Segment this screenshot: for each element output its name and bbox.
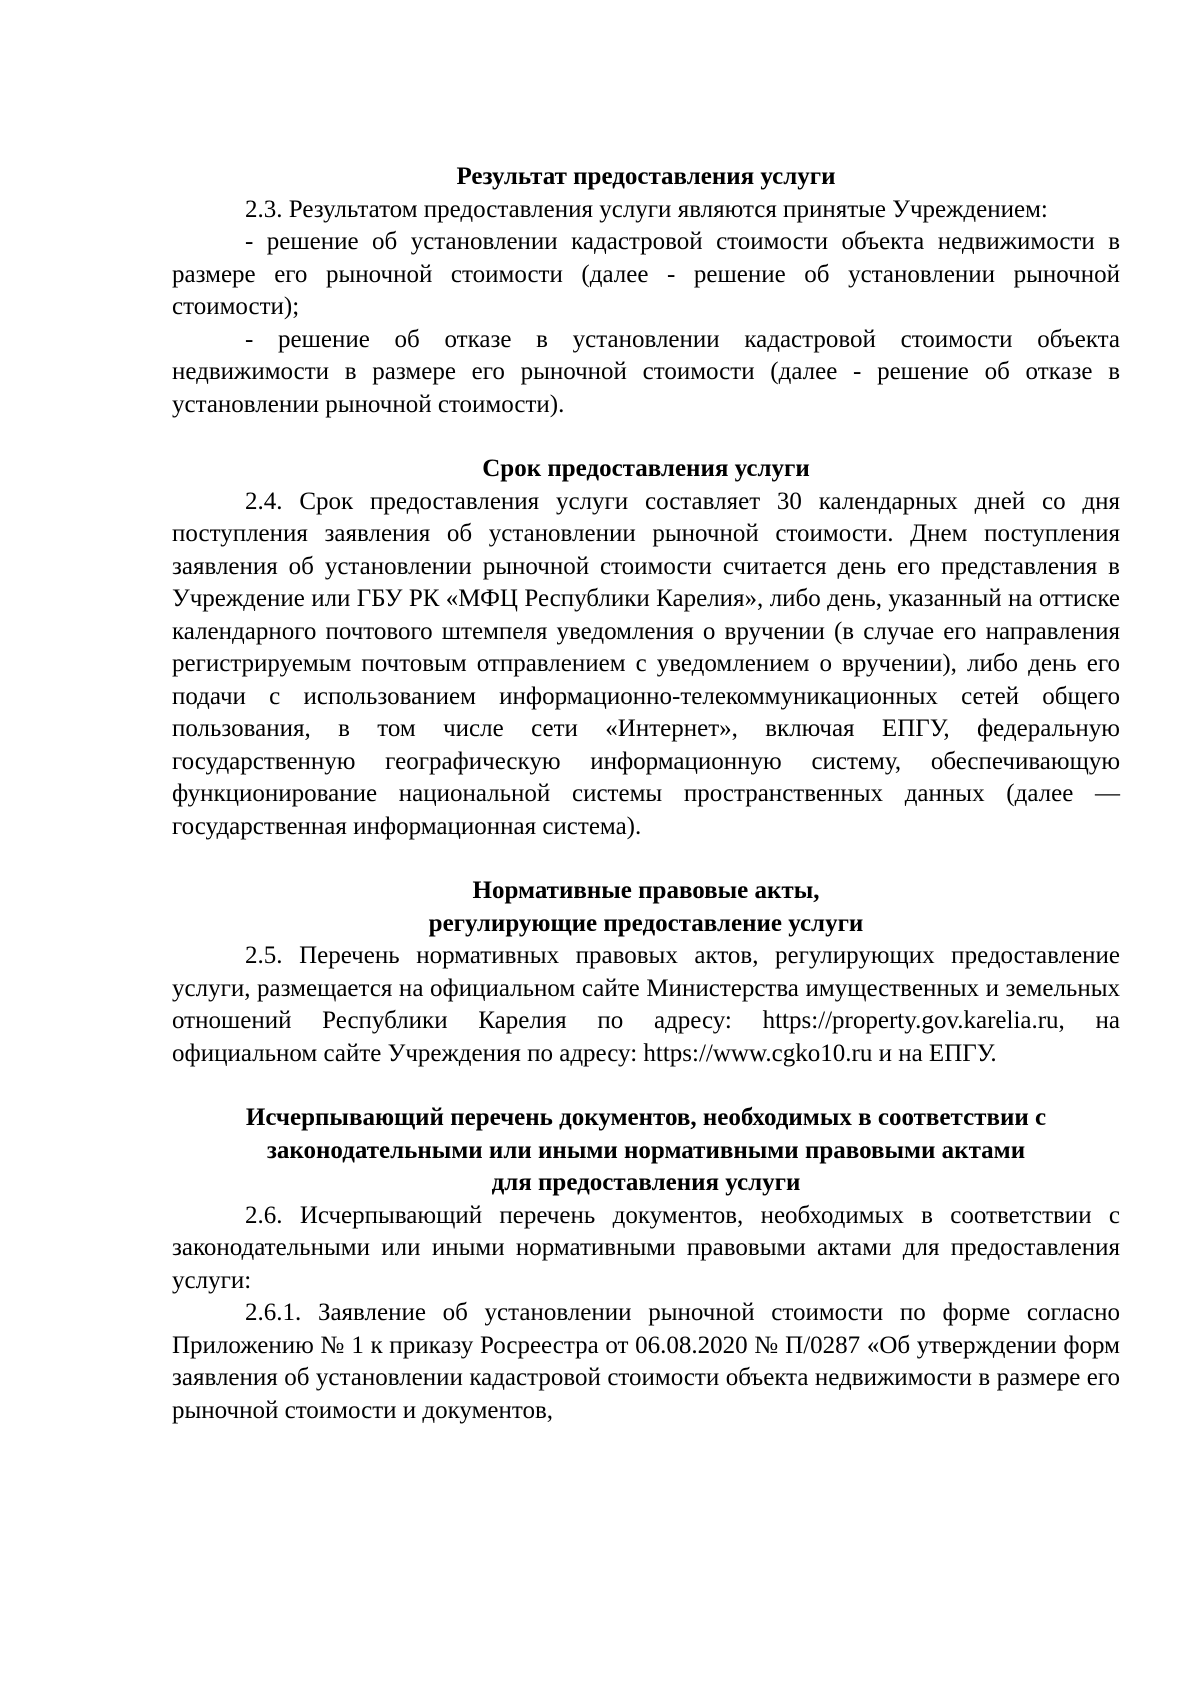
paragraph-2-6: 2.6. Исчерпывающий перечень документов, необходимых в соответствии с законодательными или иными нормативными правовыми актами для предоставления услуги:	[172, 1201, 1120, 1294]
section-result	[172, 161, 1120, 421]
paragraph-2-4: 2.4. Срок предоставления услуги составляет 30 календарных дней со дня поступления заявления об установлении рыночной стоимости. Днем поступления заявления об установлении рыночной стоимости считается день его представления в Учреждение или ГБУ РК «МФЦ Республики Карелия», либо день, указанный на оттиске календарного почтового штемпеля уведомления о вручении (в случае его направления регистрируемым почтовым отправлением с уведомлением о вручении), либо день его подачи с использованием информационно-телекоммуникационных сетей общего пользования, в том числе сети «Интернет», включая ЕПГУ, федеральную государственную географическую информационную систему, обеспечивающую функционирование национальной системы пространственных данных (далее — государственная информационная система).	[172, 487, 1120, 840]
paragraph-2-3: 2.3. Результатом предоставления услуги являются принятые Учреждением:	[245, 195, 1048, 223]
section-legal-acts	[172, 875, 1120, 1070]
section-heading-line: для предоставления услуги	[491, 1169, 801, 1196]
paragraph-2-6-1: 2.6.1. Заявление об установлении рыночной стоимости по форме согласно Приложению № 1 к приказу Росреестра от 06.08.2020 № П/0287 «Об утверждении форм заявления об установлении кадастровой стоимости объекта недвижимости в размере его рыночной стоимости и документов,	[172, 1299, 1120, 1424]
section-heading-line: регулирующие предоставление услуги	[428, 909, 864, 937]
section-gap	[172, 421, 1120, 453]
section-term	[172, 453, 1120, 843]
document-page	[172, 161, 1120, 1427]
section-heading: Срок предоставления услуги	[482, 455, 810, 482]
paragraph-decision-refuse: - решение об отказе в установлении кадастровой стоимости объекта недвижимости в размере его рыночной стоимости (далее - решение об отказе в установлении рыночной стоимости).	[172, 325, 1120, 418]
section-heading-line: Нормативные правовые акты,	[472, 877, 820, 904]
section-heading: Результат предоставления услуги	[456, 163, 836, 190]
paragraph-2-5: 2.5. Перечень нормативных правовых актов, регулирующих предоставление услуги, размещается на официальном сайте Министерства имущественных и земельных отношений Республики Карелия по адресу: https://property.gov.karelia.ru, на официальном сайте Учреждения по адресу: https://www.cgko10.ru и на ЕПГУ.	[172, 942, 1120, 1067]
section-gap	[172, 843, 1120, 875]
section-heading-line: законодательными или иными нормативными правовыми актами	[266, 1136, 1026, 1164]
section-gap	[172, 1070, 1120, 1102]
section-documents-list	[172, 1102, 1120, 1427]
section-heading-line: Исчерпывающий перечень документов, необходимых в соответствии с	[245, 1104, 1047, 1131]
paragraph-decision-establish: - решение об установлении кадастровой стоимости объекта недвижимости в размере его рыночной стоимости (далее - решение об установлении рыночной стоимости);	[172, 228, 1120, 320]
